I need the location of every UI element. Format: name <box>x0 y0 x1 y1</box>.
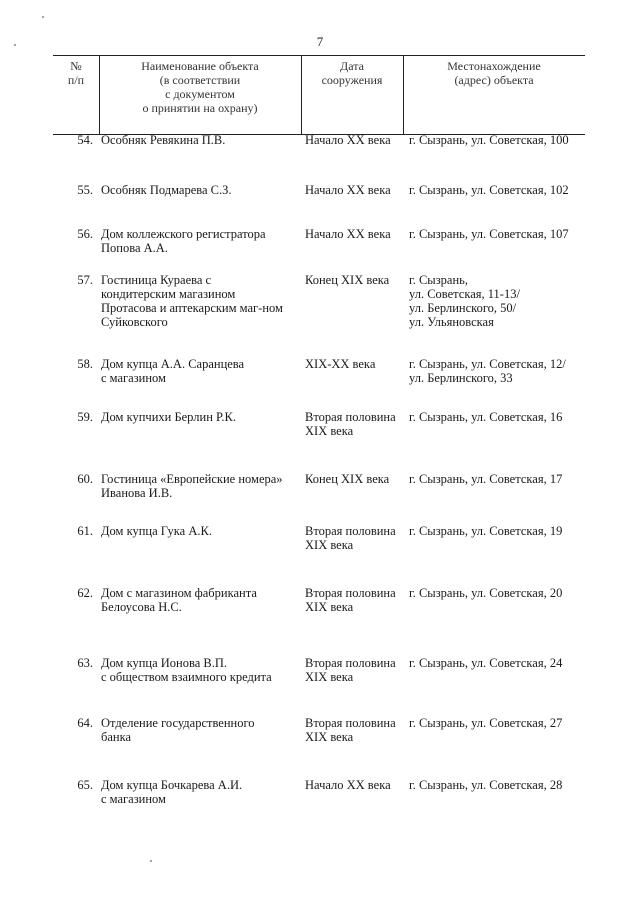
object-name <box>101 472 301 500</box>
construction-date-line: Вторая половина <box>305 586 396 600</box>
object-name <box>101 778 301 806</box>
object-name-line: Гостиница «Европейские номера» <box>101 472 283 486</box>
object-name-line: Дом купца Бочкарева А.И. <box>101 778 243 792</box>
construction-date <box>305 656 410 684</box>
header-text-line: Наименование объекта <box>141 59 259 73</box>
object-name <box>101 183 301 197</box>
construction-date-line: XIX века <box>305 424 354 438</box>
object-name-line: Дом купца Гука А.К. <box>101 524 212 538</box>
object-address-line: г. Сызрань, ул. Советская, 24 <box>409 656 563 670</box>
object-name-line: Дом коллежского регистратора <box>101 227 266 241</box>
scan-speck <box>150 860 152 862</box>
object-address-line: г. Сызрань, ул. Советская, 17 <box>409 472 563 486</box>
row-number: 59. <box>77 410 93 424</box>
object-address <box>409 656 585 670</box>
construction-date <box>305 357 410 371</box>
row-number: 61. <box>77 524 93 538</box>
object-address <box>409 586 585 600</box>
page-number: 7 <box>316 34 324 49</box>
object-address-line: г. Сызрань, ул. Советская, 16 <box>409 410 563 424</box>
header-text-line: № <box>70 59 82 73</box>
construction-date <box>305 133 410 147</box>
object-address-line: ул. Берлинского, 50/ <box>409 301 517 315</box>
construction-date <box>305 524 410 552</box>
object-name-line: с обществом взаимного кредита <box>101 670 272 684</box>
construction-date-line: XIX века <box>305 538 354 552</box>
object-address-line: г. Сызрань, ул. Советская, 19 <box>409 524 563 538</box>
header-name <box>99 59 301 115</box>
object-name-line: банка <box>101 730 132 744</box>
object-name-line: с магазином <box>101 371 166 385</box>
object-name-line: Дом с магазином фабриканта <box>101 586 257 600</box>
header-date <box>301 59 403 87</box>
object-name-line: Дом купца А.А. Саранцева <box>101 357 245 371</box>
object-name-line: Белоусова Н.С. <box>101 600 182 614</box>
object-address <box>409 524 585 538</box>
object-name <box>101 133 301 147</box>
construction-date-line: Начало XX века <box>305 133 391 147</box>
header-text-line: п/п <box>67 73 85 87</box>
row-number: 63. <box>77 656 93 670</box>
construction-date-line: XIX века <box>305 670 354 684</box>
object-address-line: г. Сызрань, <box>409 273 468 287</box>
object-name <box>101 524 301 538</box>
object-name <box>101 227 301 255</box>
construction-date <box>305 410 410 438</box>
header-address <box>403 59 585 87</box>
object-address-line: ул. Берлинского, 33 <box>409 371 513 385</box>
object-name-line: Отделение государственного <box>101 716 255 730</box>
object-name-line: кондитерским магазином <box>101 287 236 301</box>
object-address-line: г. Сызрань, ул. Советская, 107 <box>409 227 569 241</box>
header-num <box>53 59 99 87</box>
header-text-line: о принятии на охрану) <box>142 101 258 115</box>
row-number: 55. <box>77 183 93 197</box>
object-address-line: г. Сызрань, ул. Советская, 27 <box>409 716 563 730</box>
object-address-line: г. Сызрань, ул. Советская, 28 <box>409 778 563 792</box>
construction-date <box>305 778 410 792</box>
scan-speck <box>42 16 44 18</box>
object-name-line: Дом купца Ионова В.П. <box>101 656 228 670</box>
object-name-line: Дом купчихи Берлин Р.К. <box>101 410 236 424</box>
object-address <box>409 472 585 486</box>
construction-date <box>305 716 410 744</box>
construction-date-line: XIX-XX века <box>305 357 376 371</box>
object-name-line: Попова А.А. <box>101 241 168 255</box>
construction-date-line: Вторая половина <box>305 410 396 424</box>
object-address <box>409 716 585 730</box>
object-name <box>101 586 301 614</box>
object-name <box>101 716 301 744</box>
construction-date <box>305 586 410 614</box>
object-name-line: Суйковского <box>101 315 168 329</box>
construction-date-line: Вторая половина <box>305 524 396 538</box>
construction-date-line: Начало XX века <box>305 778 391 792</box>
construction-date <box>305 472 410 486</box>
object-address <box>409 133 585 147</box>
object-address-line: ул. Ульяновская <box>409 315 494 329</box>
object-name-line: Особняк Подмарева С.З. <box>101 183 232 197</box>
object-name <box>101 357 301 385</box>
object-name-line: с магазином <box>101 792 166 806</box>
object-address-line: г. Сызрань, ул. Советская, 12/ <box>409 357 566 371</box>
header-text-line: Дата <box>340 59 364 73</box>
header-text-line: сооружения <box>321 73 383 87</box>
row-number: 65. <box>77 778 93 792</box>
object-address-line: г. Сызрань, ул. Советская, 102 <box>409 183 569 197</box>
construction-date-line: Начало XX века <box>305 183 391 197</box>
construction-date-line: Начало XX века <box>305 227 391 241</box>
row-number: 54. <box>77 133 93 147</box>
object-name <box>101 656 301 684</box>
object-name <box>101 410 301 424</box>
object-name-line: Протасова и аптекарским маг-ном <box>101 301 283 315</box>
construction-date-line: Конец XIX века <box>305 472 390 486</box>
construction-date-line: Конец XIX века <box>305 273 390 287</box>
object-name-line: Иванова И.В. <box>101 486 173 500</box>
row-number: 57. <box>77 273 93 287</box>
construction-date <box>305 183 410 197</box>
header-text-line: Местонахождение <box>447 59 541 73</box>
scan-speck <box>14 44 16 46</box>
object-address <box>409 357 585 385</box>
object-name <box>101 273 301 329</box>
construction-date-line: Вторая половина <box>305 716 396 730</box>
object-address <box>409 778 585 792</box>
object-address <box>409 183 585 197</box>
object-address-line: ул. Советская, 11-13/ <box>409 287 520 301</box>
row-number: 64. <box>77 716 93 730</box>
row-number: 58. <box>77 357 93 371</box>
row-number: 56. <box>77 227 93 241</box>
row-number: 60. <box>77 472 93 486</box>
construction-date-line: XIX века <box>305 730 354 744</box>
table-header <box>53 55 585 135</box>
object-name-line: Гостиница Кураева с <box>101 273 212 287</box>
object-address <box>409 410 585 424</box>
object-address-line: г. Сызрань, ул. Советская, 100 <box>409 133 569 147</box>
construction-date <box>305 227 410 241</box>
construction-date <box>305 273 410 287</box>
object-address <box>409 273 585 329</box>
row-number: 62. <box>77 586 93 600</box>
object-address-line: г. Сызрань, ул. Советская, 20 <box>409 586 563 600</box>
header-text-line: с документом <box>165 87 235 101</box>
header-text-line: (в соответствии <box>159 73 241 87</box>
header-text-line: (адрес) объекта <box>454 73 534 87</box>
construction-date-line: XIX века <box>305 600 354 614</box>
object-address <box>409 227 585 241</box>
object-name-line: Особняк Ревякина П.В. <box>101 133 226 147</box>
construction-date-line: Вторая половина <box>305 656 396 670</box>
